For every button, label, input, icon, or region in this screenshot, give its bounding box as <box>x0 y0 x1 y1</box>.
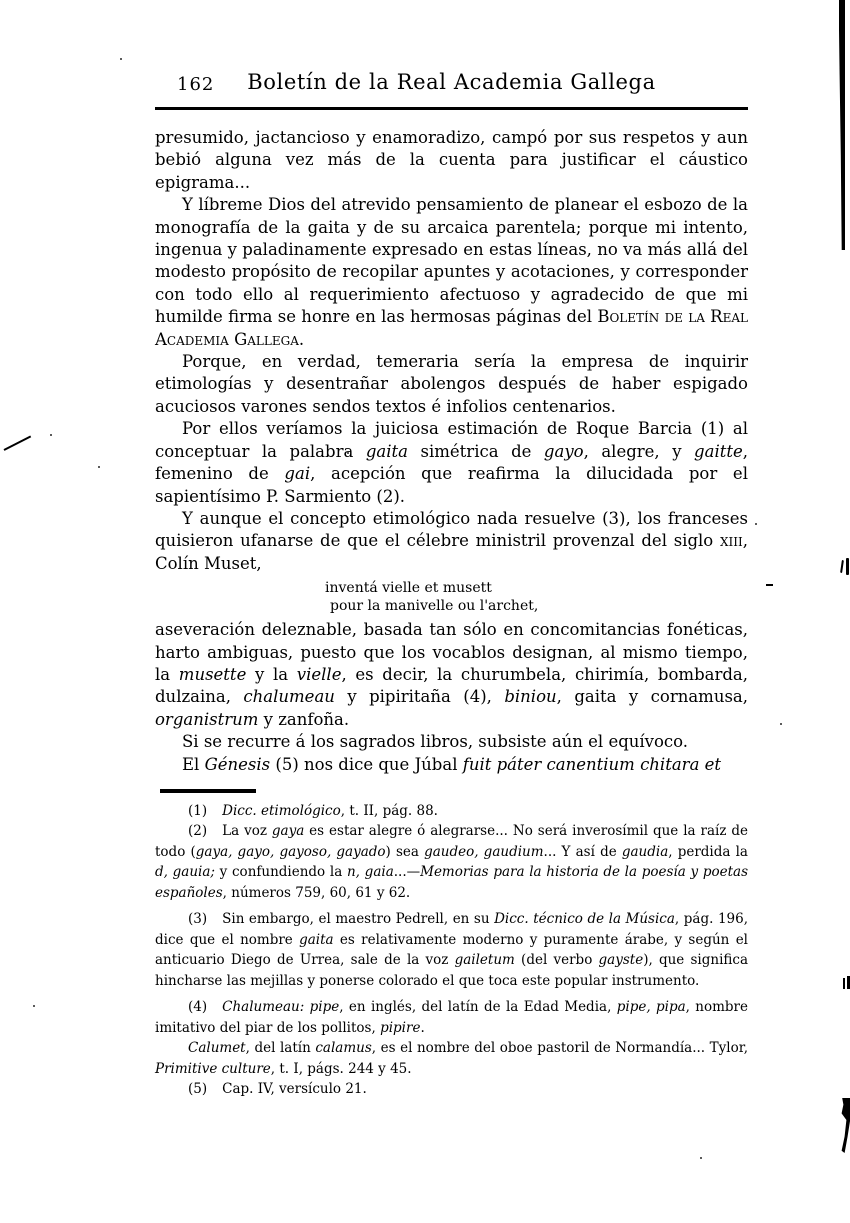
footnote: (5) Cap. IV, versículo 21. <box>188 1081 367 1098</box>
page-header <box>155 70 748 100</box>
footnote: (3) Sin embargo, el maestro Pedrell, en su Dicc. técnico de la Música, pág. 196, dice que el nombre gaita es relativamente moderno y puramente árabe, y según el anticuario Diego de Urrea, sale de la voz gailetum (del verbo gayste), que significa hincharse las mejillas y ponerse colorado el que toca este popular instrumento. <box>155 911 749 989</box>
journal-title: Boletín de la Real Academia Gallega <box>247 70 656 94</box>
header-rule <box>155 107 748 110</box>
footnote-separator-rule <box>160 789 256 793</box>
paragraph: presumido, jactancioso y enamoradizo, campó por sus respetos y aun bebió alguna vez más de la cuenta para justificar el cáustico epigrama... <box>155 128 748 192</box>
verse-line: inventá vielle et musett <box>325 580 492 597</box>
scan-speck <box>120 58 122 60</box>
scan-artifact-right-mark <box>840 560 844 573</box>
scan-speck <box>780 723 782 725</box>
footnote: (1) Dicc. etimológico, t. II, pág. 88. <box>188 802 438 819</box>
scan-speck <box>50 434 52 436</box>
footnotes <box>155 801 748 1100</box>
verse-quote <box>325 580 748 615</box>
scan-artifact-dash <box>766 584 773 586</box>
footnote: (2) La voz gaya es estar alegre ó alegrarse... No será inverosímil que la raíz de todo (gaya, gayo, gayoso, gayado) sea gaudeo, gaudium... Y así de gaudia, perdida la d, gauia; y confundiendo la n, gaia...—Memorias para la historia de la poesía y poetas españoles, números 759, 60, 61 y 62. <box>155 823 749 901</box>
scan-speck <box>755 523 757 525</box>
page-number: 162 <box>177 74 215 95</box>
paragraph: aseveración deleznable, basada tan sólo en concomitancias fonéticas, harto ambiguas, puesto que los vocablos designan, al mismo tiempo, la musette y la vielle, es decir, la churumbela, chirimía, bombarda, dulzaina, chalumeau y pipiritaña (4), biniou, gaita y cornamusa, organistrum y zanfoña. <box>155 620 749 729</box>
scan-artifact-ink-blob <box>838 1098 850 1153</box>
paragraph: El Génesis (5) nos dice que Júbal fuit páter canentium chitara et <box>182 754 722 774</box>
footnote: Calumet, del latín calamus, es el nombre del oboe pastoril de Normandía... Tylor, Primitive culture, t. I, págs. 244 y 45. <box>155 1040 748 1077</box>
paragraph: Y líbreme Dios del atrevido pensamiento de planear el esbozo de la monografía de la gaita y de su arcaica parentela; porque mi intento, ingenua y paladinamente expresado en estas líneas, no va más allá del modesto propósito de recopilar apuntes y acotaciones, y corresponder con todo ello al requerimiento afectuoso y agradecido de que mi humilde firma se honre en las hermosas páginas del Boletín de la Real Academia Gallega. <box>155 195 749 349</box>
paragraph: Si se recurre á los sagrados libros, subsiste aún el equívoco. <box>182 732 689 752</box>
scan-speck <box>98 466 100 468</box>
scan-artifact-right-edge-bar <box>839 0 845 250</box>
paragraph: Porque, en verdad, temeraria sería la empresa de inquirir etimologías y desentrañar abolengos después de haber espigado acuciosos varones sendos textos é infolios centenarios. <box>155 352 748 416</box>
scan-artifact-right-mark <box>843 978 845 989</box>
footnote: (4) Chalumeau: pipe, en inglés, del latín de la Edad Media, pipe, pipa, nombre imitativo del piar de los pollitos, pipire. <box>155 999 749 1036</box>
verse-line: pour la manivelle ou l'archet, <box>330 597 539 614</box>
body-text <box>155 127 748 776</box>
scan-speck <box>33 1005 35 1007</box>
paragraph: Por ellos veríamos la juiciosa estimación de Roque Barcia (1) al conceptuar la palabra gaita simétrica de gayo, alegre, y gaitte, femenino de gai, acepción que reafirma la dilucidada por el sapientísimo P. Sarmiento (2). <box>155 419 748 506</box>
scan-speck <box>700 1157 702 1159</box>
paragraph: Y aunque el concepto etimológico nada resuelve (3), los franceses quisieron ufanarse de que el célebre ministril provenzal del siglo xiii, Colín Muset, <box>155 508 748 573</box>
scan-artifact-diagonal-stroke <box>4 435 32 450</box>
scan-artifact-right-mark <box>846 558 849 575</box>
